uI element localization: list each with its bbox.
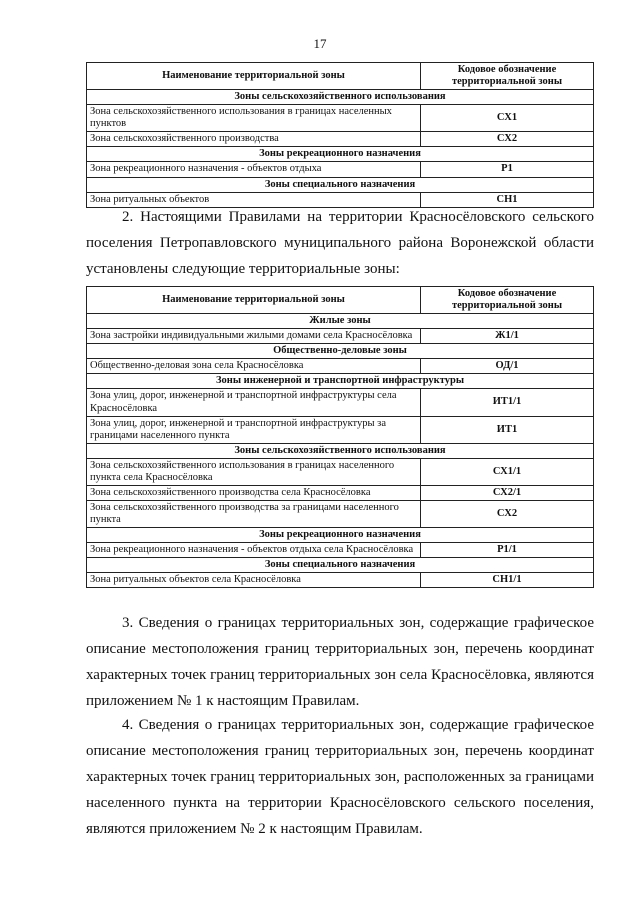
table-header-row	[87, 287, 594, 314]
zones-table-2	[86, 286, 594, 588]
table-row	[87, 389, 594, 416]
table-body	[87, 90, 594, 208]
zone-group-title: Жилые зоны	[87, 314, 594, 329]
table-row	[87, 359, 594, 374]
zone-name-cell: Зона сельскохозяйственного производства села Красносёловка	[87, 485, 421, 500]
table-header-row	[87, 63, 594, 90]
page-number: 17	[313, 36, 327, 51]
header-zone-name: Наименование территориальной зоны	[87, 63, 421, 90]
paragraph-2: 2. Настоящими Правилами на территории Красносёловского сельского поселения Петропавловского муниципального района Воронежской области установлены следующие территориальные зоны:	[86, 209, 594, 277]
table-row	[87, 132, 594, 147]
table-row	[87, 500, 594, 527]
zone-group-title: Зоны специального назначения	[87, 558, 594, 573]
table-row	[87, 485, 594, 500]
zone-name-cell: Зона сельскохозяйственного производства	[87, 132, 421, 147]
zone-code-cell: Ж1/1	[421, 329, 594, 344]
zone-code-cell: СХ2	[421, 500, 594, 527]
table-row	[87, 543, 594, 558]
table-row	[87, 458, 594, 485]
header-zone-name: Наименование территориальной зоны	[87, 287, 421, 314]
zone-name-cell: Зона рекреационного назначения - объектов отдыха	[87, 162, 421, 177]
zone-name-cell: Зона застройки индивидуальными жилыми домами села Красносёловка	[87, 329, 421, 344]
table-row	[87, 416, 594, 443]
zone-name-cell: Зона сельскохозяйственного использования в границах населенных пунктов	[87, 105, 421, 132]
paragraph-3: 3. Сведения о границах территориальных зон, содержащие графическое описание местоположения границ территориальных зон, перечень координат характерных точек границ территориальных зон села Красносёловка, являются приложением № 1 к настоящим Правилам.	[86, 615, 594, 709]
zones-table-1	[86, 62, 594, 208]
table-group-row	[87, 147, 594, 162]
zone-name-cell: Зона ритуальных объектов	[87, 192, 421, 207]
zone-name-cell: Зона сельскохозяйственного производства за границами населенного пункта	[87, 500, 421, 527]
zone-group-title: Зоны сельскохозяйственного использования	[87, 443, 594, 458]
table-group-row	[87, 344, 594, 359]
zone-code-cell: Р1/1	[421, 543, 594, 558]
zone-group-title: Зоны инженерной и транспортной инфраструктуры	[87, 374, 594, 389]
zone-name-cell: Зона улиц, дорог, инженерной и транспортной инфраструктуры за границами населенного пункта	[87, 416, 421, 443]
zone-group-title: Зоны сельскохозяйственного использования	[87, 90, 594, 105]
table-group-row	[87, 528, 594, 543]
table-row	[87, 162, 594, 177]
table-row	[87, 329, 594, 344]
table-group-row	[87, 177, 594, 192]
zone-code-cell: Р1	[421, 162, 594, 177]
zone-code-cell: СХ1	[421, 105, 594, 132]
zone-code-cell: СХ2/1	[421, 485, 594, 500]
table-body	[87, 314, 594, 588]
table-group-row	[87, 90, 594, 105]
zone-code-cell: СХ1/1	[421, 458, 594, 485]
table-group-row	[87, 314, 594, 329]
zone-code-cell: ОД/1	[421, 359, 594, 374]
zone-group-title: Зоны специального назначения	[87, 177, 594, 192]
table-group-row	[87, 558, 594, 573]
zone-name-cell: Зона сельскохозяйственного использования в границах населенного пункта села Красносёловка	[87, 458, 421, 485]
header-zone-code: Кодовое обозначение территориальной зоны	[421, 63, 594, 90]
zone-group-title: Общественно-деловые зоны	[87, 344, 594, 359]
paragraph-4: 4. Сведения о границах территориальных зон, содержащие графическое описание местоположения границ территориальных зон, перечень координат характерных точек границ территориальных зон, расположенных за границами населенного пункта на территории Красносёловского сельского поселения, являются приложением № 2 к настоящим Правилам.	[86, 717, 594, 837]
table-group-row	[87, 374, 594, 389]
zone-group-title: Зоны рекреационного назначения	[87, 147, 594, 162]
zone-name-cell: Зона рекреационного назначения - объектов отдыха села Красносёловка	[87, 543, 421, 558]
table-group-row	[87, 443, 594, 458]
zone-name-cell: Зона ритуальных объектов села Красносёловка	[87, 573, 421, 588]
zone-name-cell: Зона улиц, дорог, инженерной и транспортной инфраструктуры села Красносёловка	[87, 389, 421, 416]
zone-code-cell: СН1/1	[421, 573, 594, 588]
header-zone-code: Кодовое обозначение территориальной зоны	[421, 287, 594, 314]
table-row	[87, 105, 594, 132]
zone-code-cell: СН1	[421, 192, 594, 207]
zone-group-title: Зоны рекреационного назначения	[87, 528, 594, 543]
zone-code-cell: ИТ1	[421, 416, 594, 443]
zone-code-cell: ИТ1/1	[421, 389, 594, 416]
zone-code-cell: СХ2	[421, 132, 594, 147]
table-row	[87, 573, 594, 588]
zone-name-cell: Общественно-деловая зона села Красносёловка	[87, 359, 421, 374]
